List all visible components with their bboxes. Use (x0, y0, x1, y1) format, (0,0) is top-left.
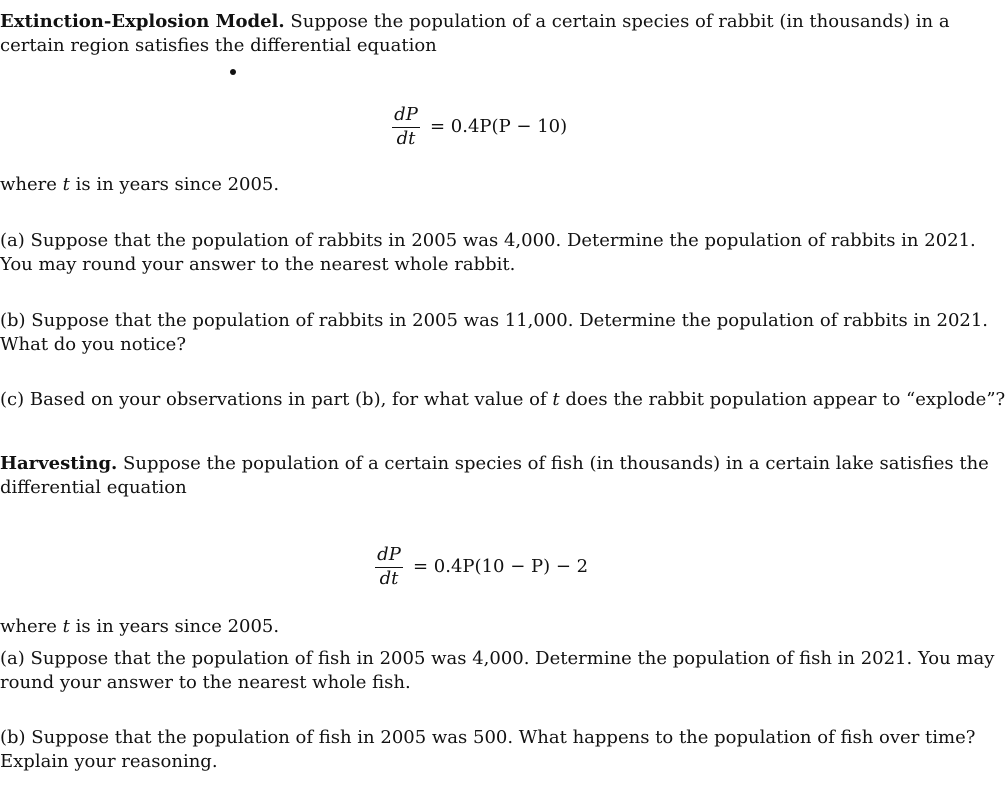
section1-part-c-var: t (552, 389, 560, 410)
section1-intro-text1: Suppose the population of a certain species of rabbit (in thousands) in a (290, 11, 950, 32)
section1-part-a-line1: (a) Suppose that the population of rabbits in 2005 was 4,000. Determine the population of rabbits in 2021. (0, 230, 976, 251)
section2-derivative-fraction (375, 545, 403, 589)
section2-part-a-line1: (a) Suppose that the population of fish in 2005 was 4,000. Determine the population of fish in 2021. You may (0, 648, 995, 669)
section1-part-c-suffix: does the rabbit population appear to “explode”? (565, 389, 1006, 410)
bullet-dot (230, 69, 236, 75)
section2-intro-text1: Suppose the population of a certain species of fish (in thousands) in a certain lake satisfies the (123, 453, 989, 474)
section1-equation (392, 105, 567, 149)
section2-equation-rhs: = 0.4P(10 − P) − 2 (413, 556, 589, 577)
section1-title: Extinction-Explosion Model. (0, 11, 285, 32)
section2-fraction-denominator: dt (379, 568, 399, 589)
section1-part-b-line2: What do you notice? (0, 334, 186, 355)
section2-where-var: t (62, 616, 70, 637)
section2-where-prefix: where (0, 616, 57, 637)
section1-where-prefix: where (0, 174, 57, 195)
section2-part-b-line1: (b) Suppose that the population of fish in 2005 was 500. What happens to the population of fish over time? (0, 727, 976, 748)
section2-where-suffix: is in years since 2005. (75, 616, 280, 637)
section1-part-a-line2: You may round your answer to the nearest whole rabbit. (0, 254, 516, 275)
section1-derivative-fraction (392, 105, 420, 149)
section1-fraction-denominator: dt (396, 128, 416, 149)
section2-where-line (0, 615, 279, 639)
section2-fraction-numerator: dP (377, 544, 401, 565)
section2-part-b-line2: Explain your reasoning. (0, 751, 218, 772)
section1-part-b-line1: (b) Suppose that the population of rabbits in 2005 was 11,000. Determine the population of rabbits in 2021. (0, 310, 989, 331)
section2-intro-line2: differential equation (0, 477, 187, 498)
section2-title: Harvesting. (0, 453, 118, 474)
section2-part-a-line2: round your answer to the nearest whole fish. (0, 672, 411, 693)
section1-equation-rhs: = 0.4P(P − 10) (430, 116, 568, 137)
section1-where-var: t (62, 174, 70, 195)
section1-intro-line2: certain region satisfies the differential equation (0, 35, 437, 56)
section2-equation (375, 545, 588, 589)
section1-where-line (0, 173, 279, 197)
section2-intro-line1 (0, 452, 989, 476)
section1-intro-line1 (0, 10, 950, 34)
section1-where-suffix: is in years since 2005. (75, 174, 280, 195)
section1-part-c-prefix: (c) Based on your observations in part (b), for what value of (0, 389, 547, 410)
section1-fraction-numerator: dP (394, 104, 418, 125)
section1-part-c-line (0, 388, 1005, 412)
